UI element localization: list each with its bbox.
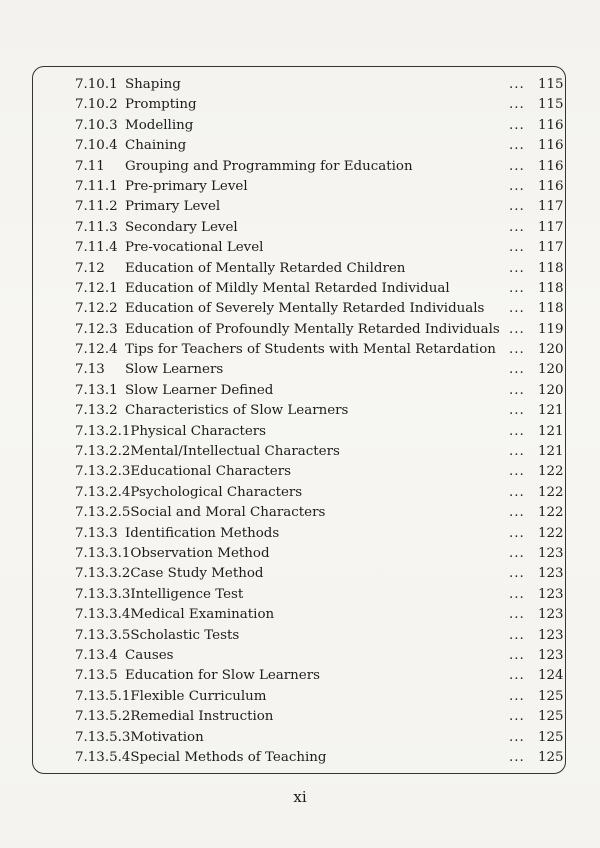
toc-entry xyxy=(33,340,565,360)
toc-page-number: 121 xyxy=(538,444,564,460)
toc-leader-dots: ... xyxy=(509,505,525,521)
toc-leader-dots: ... xyxy=(509,301,525,317)
toc-entry xyxy=(33,95,565,115)
toc-leader-dots: ... xyxy=(509,219,525,235)
toc-entry xyxy=(33,585,565,605)
toc-section-number: 7.13.4 xyxy=(75,647,118,663)
toc-entry xyxy=(33,279,565,299)
toc-page-number: 122 xyxy=(538,464,564,480)
toc-leader-dots: ... xyxy=(509,321,525,337)
toc-page-number: 122 xyxy=(538,505,564,521)
toc-page-number: 116 xyxy=(538,117,564,133)
toc-entry xyxy=(33,75,565,95)
toc-page-number: 115 xyxy=(538,77,564,92)
toc-entry-text: 7.13.3.2Case Study Method xyxy=(75,566,264,582)
toc-section-title: Causes xyxy=(125,647,174,663)
toc-list xyxy=(33,75,565,768)
toc-leader-dots: ... xyxy=(509,260,525,276)
toc-entry xyxy=(33,116,565,136)
toc-entry xyxy=(33,136,565,156)
toc-leader-dots: ... xyxy=(509,688,525,704)
table-of-contents-box xyxy=(32,66,566,774)
toc-page-number: 118 xyxy=(538,301,564,317)
toc-section-number: 7.10.1 xyxy=(75,77,118,92)
toc-entry xyxy=(33,462,565,482)
toc-leader-dots: ... xyxy=(509,403,525,419)
toc-section-number: 7.11.3 xyxy=(75,219,118,235)
toc-page-number: 125 xyxy=(538,709,564,725)
toc-section-title: Characteristics of Slow Learners xyxy=(125,403,349,419)
toc-section-title: Tips for Teachers of Students with Mental Retardation xyxy=(125,342,496,358)
toc-section-title: Pre-primary Level xyxy=(125,178,248,194)
toc-page-number: 123 xyxy=(538,545,564,561)
toc-section-number: 7.11.4 xyxy=(75,240,118,256)
toc-page-number: 116 xyxy=(538,178,564,194)
toc-entry-text: 7.13.2.1Physical Characters xyxy=(75,423,267,439)
toc-leader-dots: ... xyxy=(509,362,525,378)
toc-leader-dots: ... xyxy=(509,627,525,643)
toc-section-title: Shaping xyxy=(125,77,181,92)
toc-entry xyxy=(33,259,565,279)
toc-entry xyxy=(33,605,565,625)
toc-section-number: 7.13.5 xyxy=(75,668,118,684)
toc-leader-dots: ... xyxy=(509,668,525,684)
toc-leader-dots: ... xyxy=(509,97,525,113)
toc-section-title: Education of Mildly Mental Retarded Individual xyxy=(125,280,450,296)
toc-page-number: 122 xyxy=(538,484,564,500)
toc-leader-dots: ... xyxy=(509,178,525,194)
toc-page-number: 117 xyxy=(538,219,564,235)
toc-entry xyxy=(33,544,565,564)
toc-page-number: 115 xyxy=(538,97,564,113)
toc-entry xyxy=(33,238,565,258)
toc-section-number: 7.13.2 xyxy=(75,403,118,419)
toc-section-title: Secondary Level xyxy=(125,219,238,235)
toc-page-number: 125 xyxy=(538,729,564,745)
toc-entry xyxy=(33,646,565,666)
toc-section-number: 7.10.2 xyxy=(75,97,118,113)
toc-page-number: 117 xyxy=(538,199,564,215)
toc-page-number: 117 xyxy=(538,240,564,256)
toc-section-title: Education of Profoundly Mentally Retarded Individuals xyxy=(125,321,500,337)
toc-leader-dots: ... xyxy=(509,729,525,745)
toc-leader-dots: ... xyxy=(509,566,525,582)
toc-entry-text: 7.13.5.2Remedial Instruction xyxy=(75,709,274,725)
toc-entry-text: 7.13.2.2Mental/Intellectual Characters xyxy=(75,444,340,460)
toc-leader-dots: ... xyxy=(509,342,525,358)
toc-leader-dots: ... xyxy=(509,77,525,92)
toc-leader-dots: ... xyxy=(509,647,525,663)
toc-entry-text: 7.13.5.4Special Methods of Teaching xyxy=(75,749,327,765)
toc-entry xyxy=(33,299,565,319)
toc-page-number: 116 xyxy=(538,138,564,154)
toc-entry xyxy=(33,564,565,584)
toc-entry xyxy=(33,401,565,421)
toc-section-number: 7.11 xyxy=(75,158,105,174)
toc-leader-dots: ... xyxy=(509,749,525,765)
toc-entry xyxy=(33,626,565,646)
toc-entry xyxy=(33,442,565,462)
toc-page-number: 119 xyxy=(538,321,564,337)
toc-entry xyxy=(33,177,565,197)
toc-entry xyxy=(33,666,565,686)
toc-page-number: 118 xyxy=(538,260,564,276)
toc-section-number: 7.10.4 xyxy=(75,138,118,154)
toc-entry xyxy=(33,422,565,442)
toc-page-number: 121 xyxy=(538,423,564,439)
toc-page-number: 118 xyxy=(538,280,564,296)
toc-entry xyxy=(33,218,565,238)
toc-section-number: 7.11.2 xyxy=(75,199,118,215)
toc-page-number: 120 xyxy=(538,362,564,378)
toc-entry-text: 7.13.2.3Educational Characters xyxy=(75,464,292,480)
toc-entry xyxy=(33,483,565,503)
toc-leader-dots: ... xyxy=(509,240,525,256)
toc-section-title: Slow Learners xyxy=(125,362,224,378)
toc-leader-dots: ... xyxy=(509,158,525,174)
toc-leader-dots: ... xyxy=(509,423,525,439)
toc-entry xyxy=(33,687,565,707)
toc-section-number: 7.12.2 xyxy=(75,301,118,317)
toc-section-number: 7.12.4 xyxy=(75,342,118,358)
toc-entry xyxy=(33,197,565,217)
toc-entry xyxy=(33,503,565,523)
toc-page-number: 123 xyxy=(538,607,564,623)
toc-page-number: 120 xyxy=(538,382,564,398)
toc-leader-dots: ... xyxy=(509,117,525,133)
toc-section-number: 7.12.1 xyxy=(75,280,118,296)
toc-entry-text: 7.13.3.4Medical Examination xyxy=(75,607,275,623)
toc-leader-dots: ... xyxy=(509,545,525,561)
toc-section-title: Education of Severely Mentally Retarded Individuals xyxy=(125,301,485,317)
toc-section-title: Education for Slow Learners xyxy=(125,668,320,684)
toc-leader-dots: ... xyxy=(509,464,525,480)
toc-entry xyxy=(33,360,565,380)
toc-section-title: Prompting xyxy=(125,97,197,113)
toc-leader-dots: ... xyxy=(509,709,525,725)
toc-page-number: 116 xyxy=(538,158,564,174)
toc-entry-text: 7.13.2.4Psychological Characters xyxy=(75,484,303,500)
toc-entry-text: 7.13.2.5Social and Moral Characters xyxy=(75,505,326,521)
toc-page-number: 123 xyxy=(538,566,564,582)
toc-leader-dots: ... xyxy=(509,586,525,602)
toc-leader-dots: ... xyxy=(509,199,525,215)
toc-leader-dots: ... xyxy=(509,280,525,296)
toc-section-number: 7.13 xyxy=(75,362,105,378)
toc-page-number: 124 xyxy=(538,668,564,684)
toc-entry xyxy=(33,728,565,748)
toc-section-number: 7.11.1 xyxy=(75,178,118,194)
toc-section-title: Slow Learner Defined xyxy=(125,382,274,398)
toc-entry-text: 7.13.3.5Scholastic Tests xyxy=(75,627,240,643)
page-number-folio: xi xyxy=(293,788,307,806)
toc-page-number: 122 xyxy=(538,525,564,541)
toc-section-number: 7.13.3 xyxy=(75,525,118,541)
toc-leader-dots: ... xyxy=(509,525,525,541)
toc-section-title: Education of Mentally Retarded Children xyxy=(125,260,406,276)
toc-section-title: Identification Methods xyxy=(125,525,280,541)
toc-page-number: 120 xyxy=(538,342,564,358)
toc-section-number: 7.13.1 xyxy=(75,382,118,398)
toc-entry xyxy=(33,320,565,340)
toc-section-title: Grouping and Programming for Education xyxy=(125,158,413,174)
toc-page-number: 125 xyxy=(538,688,564,704)
toc-section-number: 7.12.3 xyxy=(75,321,118,337)
toc-entry xyxy=(33,524,565,544)
toc-leader-dots: ... xyxy=(509,607,525,623)
toc-entry xyxy=(33,748,565,768)
toc-page-number: 123 xyxy=(538,647,564,663)
toc-entry-text: 7.13.3.3Intelligence Test xyxy=(75,586,244,602)
toc-page-number: 123 xyxy=(538,586,564,602)
toc-entry xyxy=(33,381,565,401)
toc-leader-dots: ... xyxy=(509,382,525,398)
toc-entry xyxy=(33,157,565,177)
toc-section-title: Pre-vocational Level xyxy=(125,240,264,256)
toc-section-title: Chaining xyxy=(125,138,187,154)
toc-section-number: 7.12 xyxy=(75,260,105,276)
toc-leader-dots: ... xyxy=(509,484,525,500)
toc-page-number: 121 xyxy=(538,403,564,419)
toc-page-number: 123 xyxy=(538,627,564,643)
toc-entry-text: 7.13.3.1Observation Method xyxy=(75,545,270,561)
toc-entry-text: 7.13.5.3Motivation xyxy=(75,729,204,745)
toc-page-number: 125 xyxy=(538,749,564,765)
toc-leader-dots: ... xyxy=(509,444,525,460)
toc-section-title: Primary Level xyxy=(125,199,221,215)
toc-entry-text: 7.13.5.1Flexible Curriculum xyxy=(75,688,267,704)
toc-leader-dots: ... xyxy=(509,138,525,154)
toc-section-title: Modelling xyxy=(125,117,194,133)
toc-section-number: 7.10.3 xyxy=(75,117,118,133)
toc-entry xyxy=(33,707,565,727)
